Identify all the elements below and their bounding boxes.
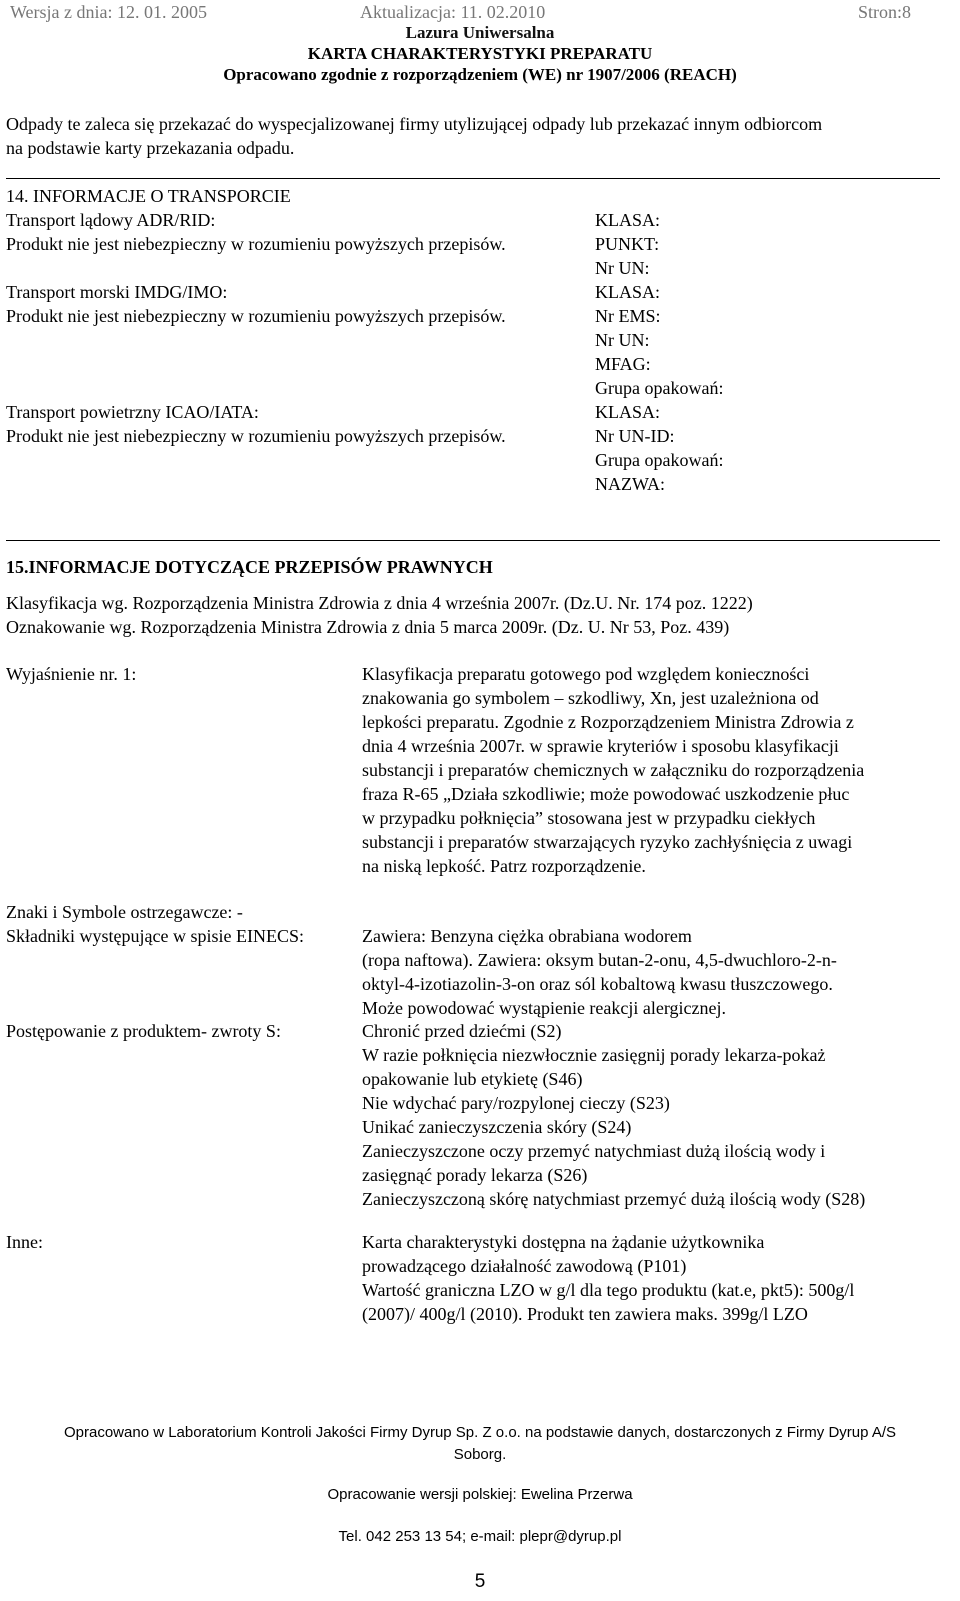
explanation-label: Wyjaśnienie nr. 1:	[6, 664, 137, 684]
other-line: prowadzącego działalność zawodową (P101)	[362, 1256, 687, 1276]
einecs-text	[362, 924, 837, 1020]
footer-translation: Opracowanie wersji polskiej: Ewelina Przerwa	[327, 1486, 633, 1503]
handling-line: opakowanie lub etykietę (S46)	[362, 1069, 583, 1089]
update-date: Aktualizacja: 11. 02.2010	[360, 2, 546, 22]
transport-field: NAZWA:	[595, 474, 665, 494]
other-line: (2007)/ 400g/l (2010). Produkt ten zawiera maks. 399g/l LZO	[362, 1304, 808, 1324]
sea-transport-label: Transport morski IMDG/IMO:	[6, 282, 228, 302]
transport-field: KLASA:	[595, 282, 661, 302]
explanation-line: substancji i preparatów chemicznych w załączniku do rozporządzenia	[362, 760, 865, 780]
classification-line: Klasyfikacja wg. Rozporządzenia Ministra Zdrowia z dnia 4 września 2007r. (Dz.U. Nr. 174 poz. 1222)	[6, 593, 753, 613]
footer-lab-line-2: Soborg.	[453, 1446, 507, 1463]
einecs-line: (ropa naftowa). Zawiera: oksym butan-2-onu, 4,5-dwuchloro-2-n-	[362, 950, 837, 970]
transport-field: KLASA:	[595, 402, 661, 422]
transport-heading: 14. INFORMACJE O TRANSPORCIE	[6, 186, 291, 206]
waste-line: Odpady te zaleca się przekazać do wyspecjalizowanej firmy utylizującej odpady lub przekazać innym odbiorcom	[6, 114, 823, 134]
transport-field: Nr UN:	[595, 258, 650, 278]
air-transport-text: Produkt nie jest niebezpieczny w rozumieniu powyższych przepisów.	[6, 426, 506, 446]
explanation-line: fraza R-65 „Działa szkodliwie; może powodować uszkodzenie płuc	[362, 784, 850, 804]
waste-line: na podstawie karty przekazania odpadu.	[6, 138, 295, 158]
explanation-line: substancji i preparatów stwarzających ryzyko zachłyśnięcia z uwagi	[362, 832, 853, 852]
einecs-label: Składniki występujące w spisie EINECS:	[6, 926, 304, 946]
footer-contact: Tel. 042 253 13 54; e-mail: plepr@dyrup.pl	[338, 1528, 622, 1545]
version-date: Wersja z dnia: 12. 01. 2005	[10, 2, 208, 22]
handling-line: zasięgnąć porady lekarza (S26)	[362, 1165, 588, 1185]
land-transport-label: Transport lądowy ADR/RID:	[6, 210, 216, 230]
transport-field: Grupa opakowań:	[595, 378, 724, 398]
handling-line: Zanieczyszczone oczy przemyć natychmiast dużą ilością wody i	[362, 1141, 826, 1161]
transport-field: PUNKT:	[595, 234, 660, 254]
handling-line: Zanieczyszczoną skórę natychmiast przemyć dużą ilością wody (S28)	[362, 1189, 866, 1209]
air-transport-label: Transport powietrzny ICAO/IATA:	[6, 402, 259, 422]
other-line: Karta charakterystyki dostępna na żądanie użytkownika	[362, 1232, 765, 1252]
transport-fields	[595, 208, 723, 496]
land-transport-text: Produkt nie jest niebezpieczny w rozumieniu powyższych przepisów.	[6, 234, 506, 254]
transport-field: Nr EMS:	[595, 306, 661, 326]
document-title: KARTA CHARAKTERYSTYKI PREPARATU	[307, 44, 653, 63]
explanation-line: na niską lepkość. Patrz rozporządzenie.	[362, 856, 646, 876]
transport-field: Grupa opakowań:	[595, 450, 724, 470]
explanation-line: Klasyfikacja preparatu gotowego pod względem konieczności	[362, 664, 810, 684]
handling-line: Unikać zanieczyszczenia skóry (S24)	[362, 1117, 632, 1137]
product-name: Lazura Uniwersalna	[405, 23, 555, 42]
explanation-line: znakowania go symbolem – szkodliwy, Xn, jest uzależniona od	[362, 688, 819, 708]
handling-label: Postępowanie z produktem- zwroty S:	[6, 1021, 281, 1041]
regulation-note: Opracowano zgodnie z rozporządzeniem (WE) nr 1907/2006 (REACH)	[223, 65, 737, 84]
regulations-heading: 15.INFORMACJE DOTYCZĄCE PRZEPISÓW PRAWNYCH	[6, 557, 493, 577]
other-line: Wartość graniczna LZO w g/l dla tego produktu (kat.e, pkt5): 500g/l	[362, 1280, 855, 1300]
footer-lab-line: Opracowano w Laboratorium Kontroli Jakości Firmy Dyrup Sp. Z o.o. na podstawie danych, dostarczonych z Firmy Dyrup A/S	[63, 1424, 896, 1441]
handling-text	[362, 1019, 865, 1211]
page-count: Stron:8	[858, 2, 912, 22]
page-number: 5	[474, 1571, 486, 1592]
warning-symbols-label: Znaki i Symbole ostrzegawcze: -	[6, 902, 243, 922]
other-label: Inne:	[6, 1232, 43, 1252]
explanation-line: w przypadku połknięcia” stosowana jest w przypadku ciekłych	[362, 808, 816, 828]
waste-paragraph	[6, 112, 822, 160]
einecs-line: Zawiera: Benzyna ciężka obrabiana wodorem	[362, 926, 692, 946]
einecs-line: oktyl-4-izotiazolin-3-on oraz sól kobaltową kwasu tłuszczowego.	[362, 974, 833, 994]
handling-line: Chronić przed dziećmi (S2)	[362, 1021, 562, 1041]
explanation-text	[362, 662, 864, 878]
labelling-line: Oznakowanie wg. Rozporządzenia Ministra Zdrowia z dnia 5 marca 2009r. (Dz. U. Nr 53, Poz. 439)	[6, 617, 730, 637]
other-text	[362, 1230, 854, 1326]
explanation-line: dnia 4 września 2007r. w sprawie kryteriów i sposobu klasyfikacji	[362, 736, 839, 756]
transport-field: Nr UN-ID:	[595, 426, 675, 446]
transport-field: KLASA:	[595, 210, 661, 230]
einecs-line: Może powodować wystąpienie reakcji alergicznej.	[362, 998, 727, 1018]
transport-field: Nr UN:	[595, 330, 650, 350]
handling-line: Nie wdychać pary/rozpylonej cieczy (S23)	[362, 1093, 670, 1113]
section-divider	[6, 178, 940, 179]
transport-field: MFAG:	[595, 354, 651, 374]
section-divider	[6, 540, 940, 541]
sea-transport-text: Produkt nie jest niebezpieczny w rozumieniu powyższych przepisów.	[6, 306, 506, 326]
explanation-line: lepkości preparatu. Zgodnie z Rozporządzeniem Ministra Zdrowia z	[362, 712, 854, 732]
handling-line: W razie połknięcia niezwłocznie zasięgnij porady lekarza-pokaż	[362, 1045, 826, 1065]
